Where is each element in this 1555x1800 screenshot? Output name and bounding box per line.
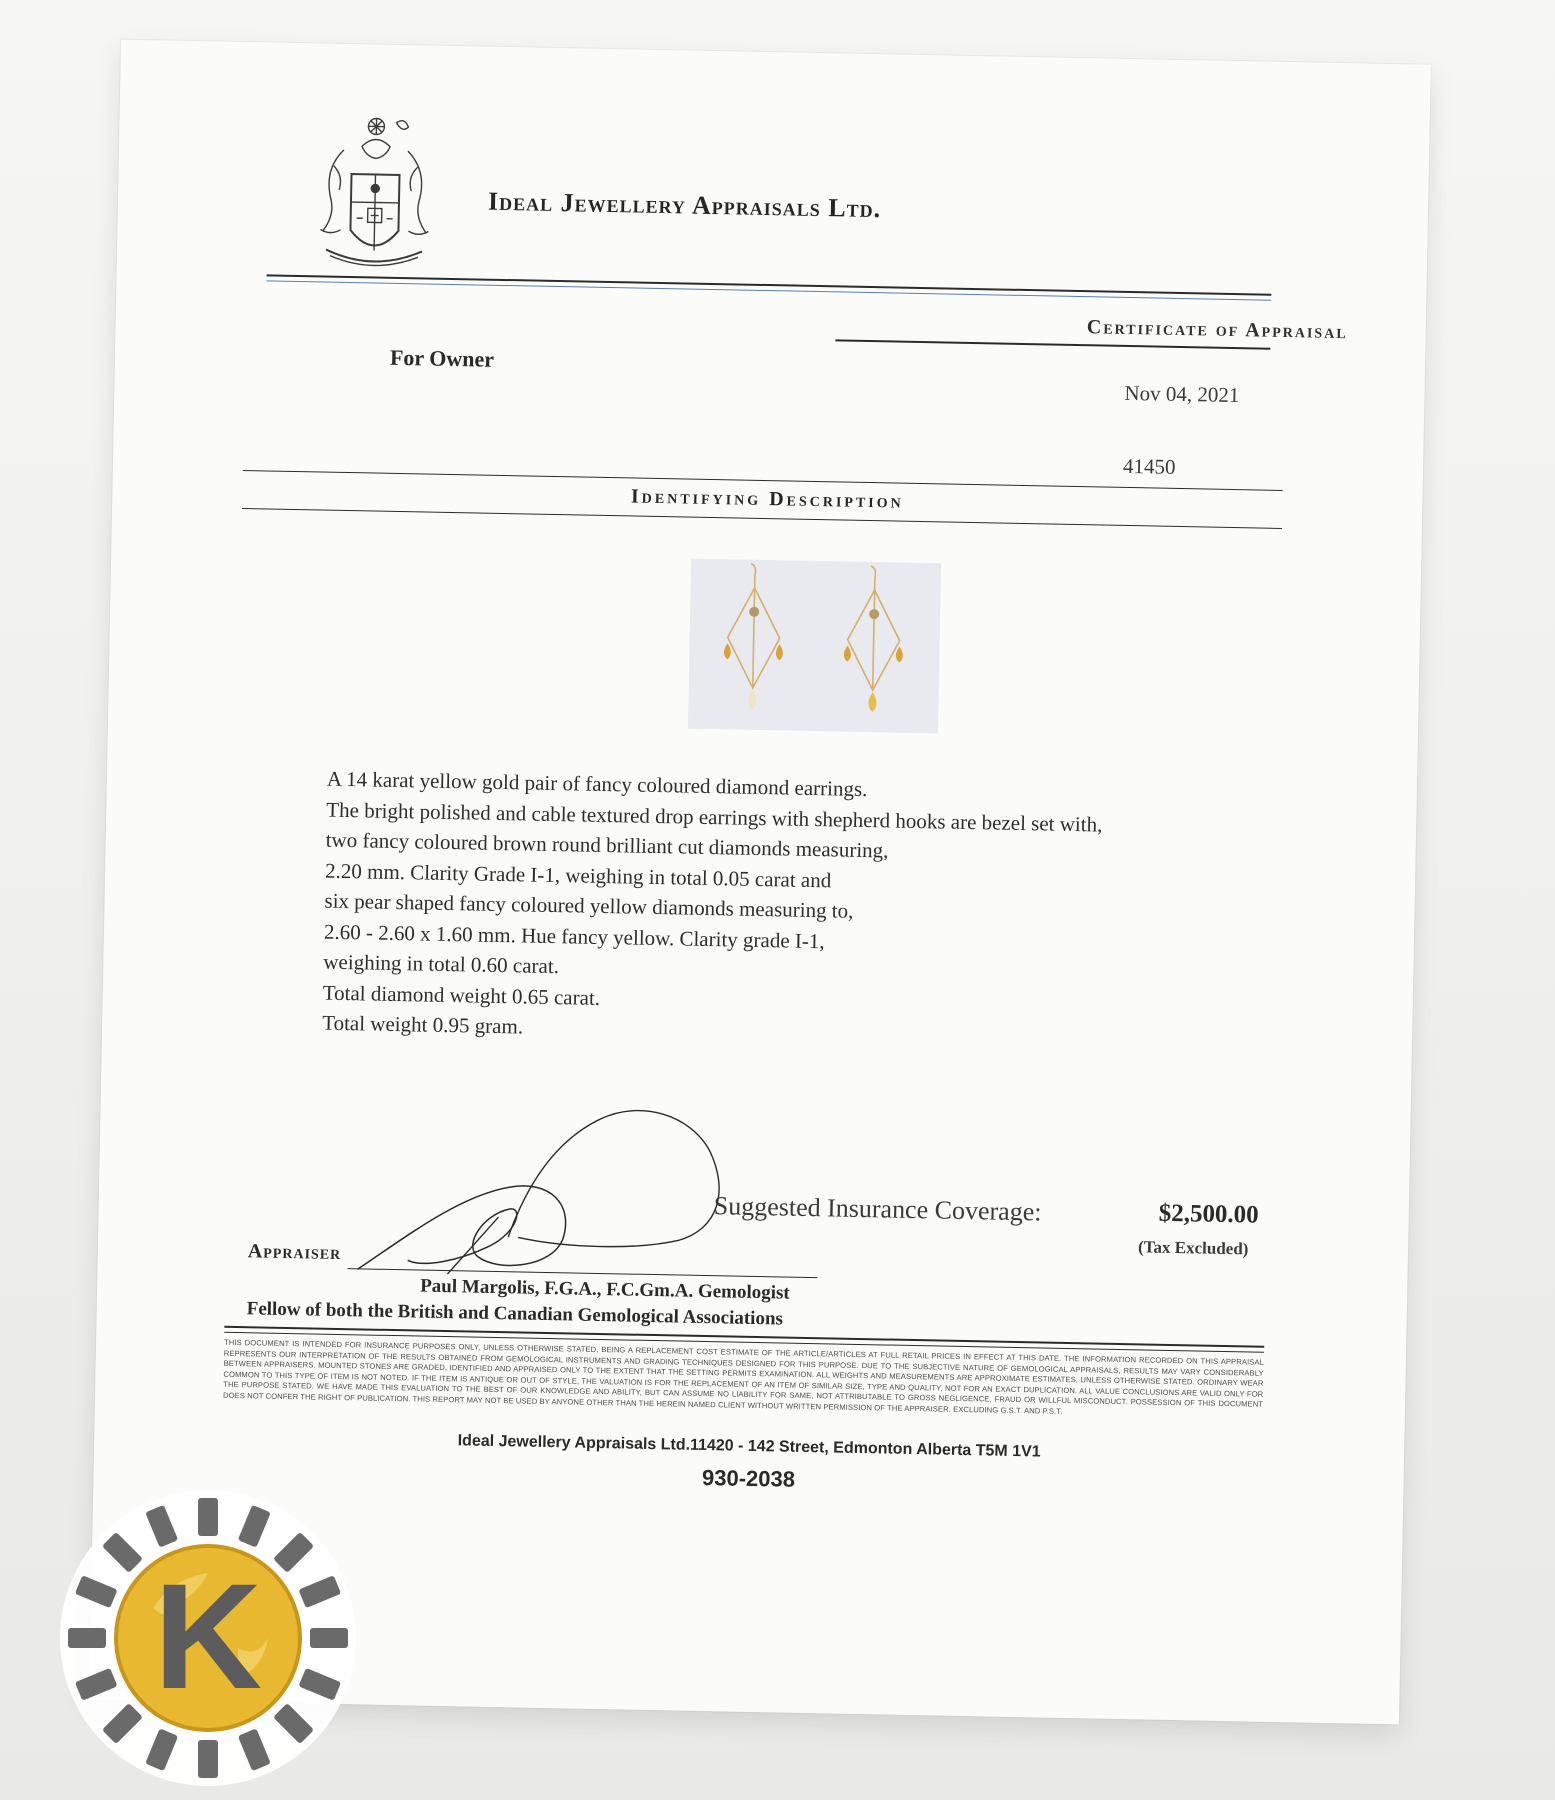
description-line: Total diamond weight 0.65 carat.	[322, 980, 601, 1010]
appraisal-date: Nov 04, 2021	[1124, 380, 1240, 408]
description-line: 2.60 - 2.60 x 1.60 mm. Hue fancy yellow. Clarity grade I-1,	[323, 919, 825, 953]
coverage-tax-note: (Tax Excluded)	[1137, 1237, 1249, 1259]
coverage-value: $2,500.00	[1158, 1199, 1259, 1229]
coat-of-arms-icon	[311, 109, 454, 282]
description-line: A 14 karat yellow gold pair of fancy coloured diamond earrings.	[326, 766, 868, 802]
certificate-title: Certificate of Appraisal	[1086, 316, 1348, 344]
description-line: The bright polished and cable textured drop earrings with shepherd hooks are bezel set with,	[326, 797, 1103, 837]
footer-phone: 930-2038	[701, 1464, 796, 1492]
owner-label: For Owner	[389, 344, 495, 372]
certificate-paper	[89, 40, 1431, 1725]
appraiser-name: Paul Margolis, F.G.A., F.C.Gm.A. Gemologist	[419, 1275, 790, 1304]
disclaimer-text: THIS DOCUMENT IS INTENDED FOR INSURANCE PURPOSES ONLY, UNLESS OTHERWISE STATED, BEING A REPLACEMENT COST ESTIMATE OF THE ARTICLE/ARTICLES AT FULL RETAIL PRICES IN EFFECT AT THIS DATE. THE INFORMATION RECORDED ON THIS APPRAISAL REPRESENTS OUR INTERPRETATION OF THE RESULTS OBTAINED FROM GEMOLOGICAL INSTRUMENTS AND GRADING TECHNIQUES DESIGNED FOR THIS PURPOSE. DUE TO THE SUBJECTIVE NATURE OF GEMOLOGICAL APPRAISALS, RESULTS MAY VARY CONSIDERABLY BETWEEN APPRAISERS. MOUNTED STONES ARE GRADED, IDENTIFIED AND APPRAISED ONLY TO THE EXTENT THAT THE SETTING PERMITS EXAMINATION. ALL WEIGHTS AND MEASUREMENTS ARE APPROXIMATE ESTIMATES, UNLESS OTHERWISE STATED. ORDINARY WEAR COMMON TO THIS TYPE OF ITEM IS NOT NOTED. IF THE ITEM IS ANTIQUE OR OUT OF STYLE, THE VALUATION IS FOR THE REPLACEMENT OF AN ITEM OF SIMILAR SIZE, TYPE AND QUALITY, NOT FOR AN EXACT DUPLICATION. ALL VALUE CONCLUSIONS ARE VALID ONLY FOR THE PURPOSE STATED. WE HAVE MADE THIS EVALUATION TO THE BEST OF OUR KNOWLEDGE AND ABILITY, BUT CAN ASSUME NO LIABILITY FOR SAME, NOT ATTRIBUTABLE TO GROSS NEGLIGENCE, FRAUD OR WILLFUL MISCONDUCT. POSSESSION OF THIS DOCUMENT DOES NOT CONFER THE RIGHT OF PUBLICATION. THIS REPORT MAY NOT BE USED BY ANYONE OTHER THAN THE HEREIN NAMED CLIENT WITHOUT WRITTEN PERMISSION OF THE APPRAISER. EXCLUDING G.S.T. AND P.S.T.	[222, 1337, 1264, 1416]
k-logo-watermark	[58, 1488, 358, 1788]
description-line: six pear shaped fancy coloured yellow diamonds measuring to,	[324, 888, 854, 923]
appraiser-credentials: Fellow of both the British and Canadian Gemological Associations	[246, 1298, 784, 1330]
section-title: Identifying Description	[630, 485, 904, 513]
item-description	[322, 764, 1207, 1055]
description-line: 2.20 mm. Clarity Grade I-1, weighing in total 0.05 carat and	[324, 858, 832, 892]
appraiser-label: Appraiser	[247, 1240, 342, 1265]
company-name: Ideal Jewellery Appraisals Ltd.	[487, 186, 882, 224]
appraisal-number: 41450	[1122, 453, 1176, 479]
header-rule-top	[267, 274, 1272, 295]
earrings-photo	[688, 559, 941, 734]
description-line: weighing in total 0.60 carat.	[323, 949, 560, 979]
svg-text:K: K	[153, 1552, 263, 1720]
signature-scribble	[347, 1094, 771, 1292]
coverage-label: Suggested Insurance Coverage:	[713, 1191, 1042, 1227]
description-line: two fancy coloured brown round brilliant cut diamonds measuring,	[325, 827, 889, 863]
footer-address: Ideal Jewellery Appraisals Ltd.11420 - 142 Street, Edmonton Alberta T5M 1V1	[457, 1432, 1041, 1461]
description-line: Total weight 0.95 gram.	[321, 1010, 524, 1039]
